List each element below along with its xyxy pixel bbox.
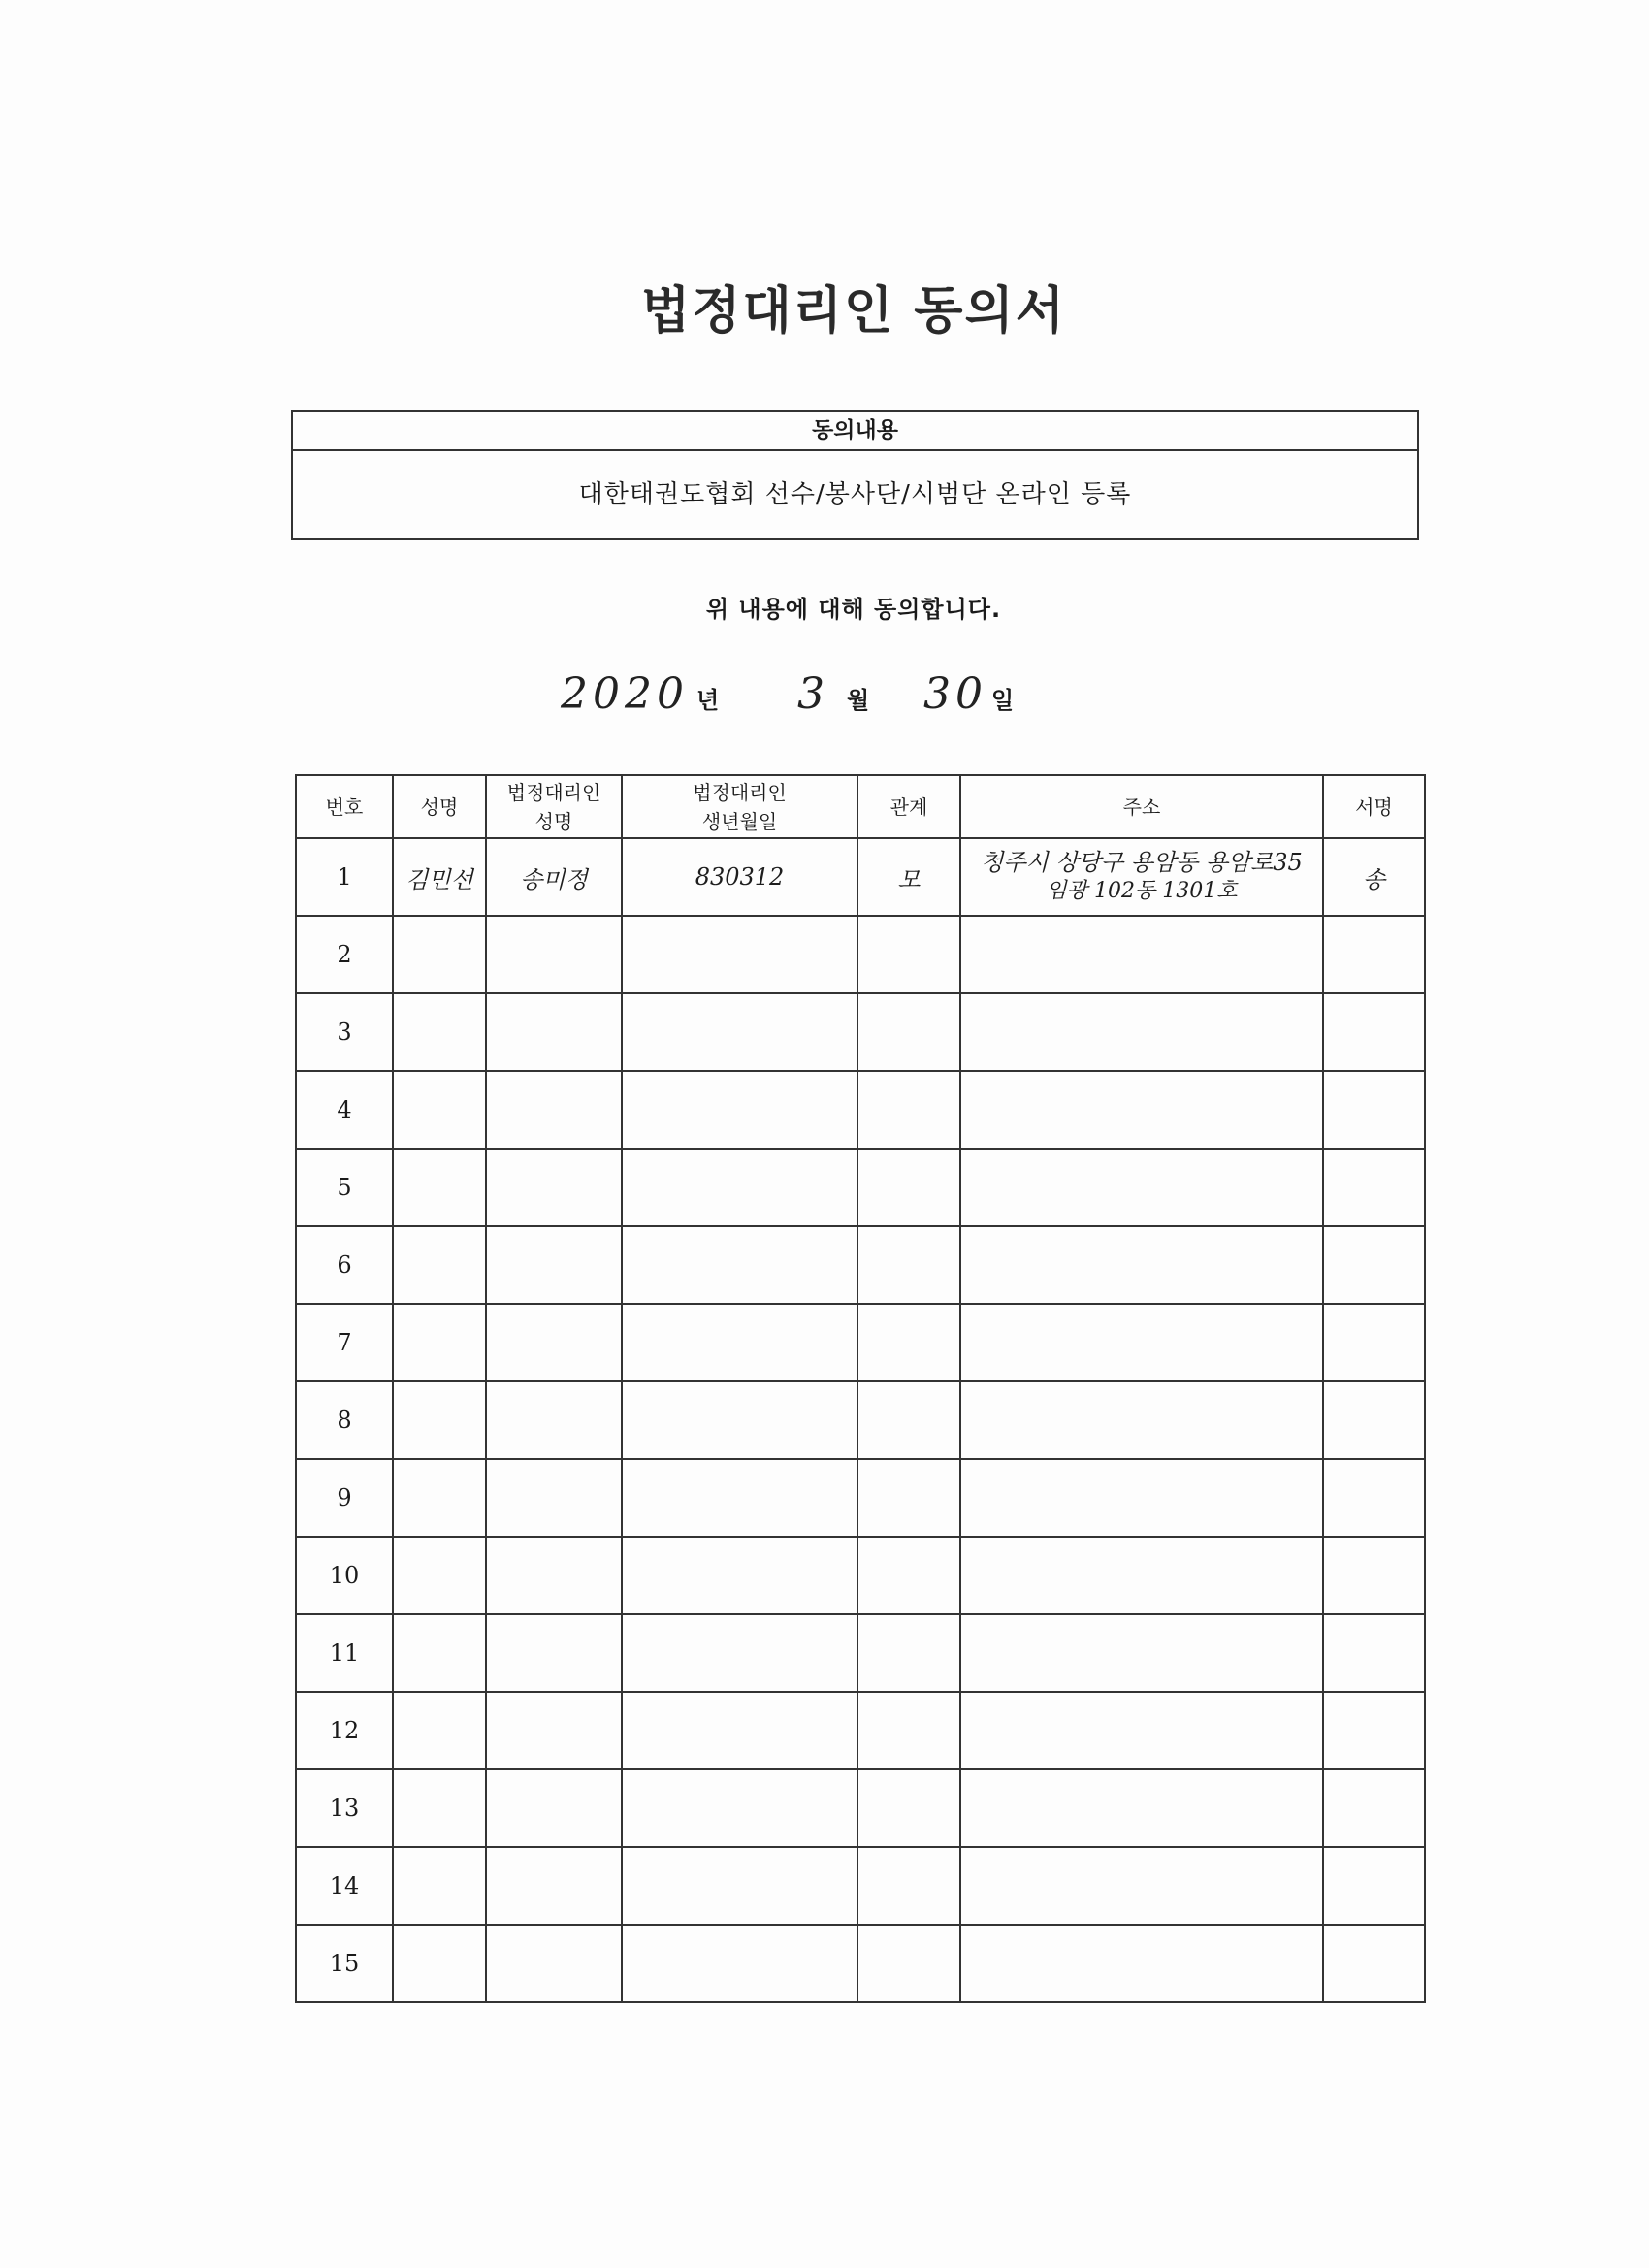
cell-address [960, 1226, 1323, 1304]
cell-number-text: 4 [337, 1096, 352, 1123]
cell-name [393, 1071, 486, 1149]
cell-guardian-name [486, 1692, 622, 1769]
cell-guardian-name [486, 1226, 622, 1304]
table-row [296, 838, 1425, 916]
cell-number-text: 14 [329, 1872, 360, 1899]
cell-guardian-name [486, 993, 622, 1071]
cell-address [960, 1381, 1323, 1459]
table-header-row [296, 775, 1425, 838]
cell-address [960, 1614, 1323, 1692]
cell-number-text: 12 [329, 1717, 360, 1744]
cell-signature [1323, 1071, 1425, 1149]
cell-relation [857, 1769, 960, 1847]
cell-number [296, 1459, 393, 1537]
cell-relation [857, 1304, 960, 1381]
cell-number-text: 15 [329, 1950, 360, 1977]
table-row [296, 1149, 1425, 1226]
cell-signature [1323, 1925, 1425, 2002]
consent-header: 동의내용 [293, 412, 1417, 451]
cell-guardian-birth [622, 1381, 857, 1459]
cell-guardian-birth [622, 1071, 857, 1149]
cell-relation [857, 1071, 960, 1149]
cell-name [393, 1304, 486, 1381]
cell-guardian-birth [622, 838, 857, 916]
cell-name [393, 1149, 486, 1226]
cell-signature [1323, 1149, 1425, 1226]
cell-guardian-name [486, 1847, 622, 1925]
table-row [296, 993, 1425, 1071]
cell-relation [857, 1692, 960, 1769]
table-row [296, 1537, 1425, 1614]
cell-number [296, 1769, 393, 1847]
cell-name [393, 993, 486, 1071]
cell-number-text: 13 [329, 1795, 360, 1822]
cell-relation [857, 1226, 960, 1304]
date-day-unit: 일 [991, 687, 1015, 714]
cell-relation [857, 838, 960, 916]
cell-name [393, 1614, 486, 1692]
cell-address [960, 1925, 1323, 2002]
cell-number [296, 1925, 393, 2002]
cell-signature [1323, 1614, 1425, 1692]
cell-guardian-name [486, 1149, 622, 1226]
cell-relation [857, 993, 960, 1071]
cell-number-text: 5 [337, 1174, 352, 1201]
table-row [296, 1847, 1425, 1925]
cell-signature [1323, 916, 1425, 993]
cell-number [296, 1692, 393, 1769]
address-line-2: 임광 102동 1301호 [1046, 879, 1238, 903]
cell-number-text: 6 [337, 1251, 352, 1279]
cell-signature-text: 송 [1362, 865, 1386, 893]
cell-guardian-name-text: 송미정 [520, 865, 588, 893]
cell-address [960, 1071, 1323, 1149]
cell-number [296, 838, 393, 916]
cell-address [960, 1692, 1323, 1769]
cell-guardian-birth [622, 1847, 857, 1925]
cell-number [296, 1226, 393, 1304]
table-row [296, 1226, 1425, 1304]
cell-guardian-name [486, 1925, 622, 2002]
date-year-unit: 년 [696, 687, 720, 714]
cell-name [393, 838, 486, 916]
cell-guardian-birth [622, 1925, 857, 2002]
header-guardian-birth: 법정대리인 생년월일 [622, 775, 857, 838]
cell-guardian-birth-text: 830312 [695, 863, 785, 891]
cell-number [296, 1304, 393, 1381]
cell-number [296, 1847, 393, 1925]
table-row [296, 1769, 1425, 1847]
cell-number-text: 10 [329, 1562, 360, 1589]
cell-guardian-name [486, 1304, 622, 1381]
date-month: 3 [797, 669, 829, 719]
cell-number [296, 1149, 393, 1226]
cell-guardian-name [486, 1537, 622, 1614]
cell-signature [1323, 838, 1425, 916]
cell-address [960, 838, 1323, 916]
cell-guardian-birth [622, 1459, 857, 1537]
cell-number [296, 1614, 393, 1692]
table-row [296, 1381, 1425, 1459]
date-month-unit: 월 [847, 687, 870, 714]
cell-number-text: 9 [337, 1484, 352, 1511]
cell-name [393, 1381, 486, 1459]
cell-guardian-name [486, 1769, 622, 1847]
table-row [296, 1304, 1425, 1381]
guardian-registration-table [295, 774, 1426, 2003]
cell-guardian-name [486, 1381, 622, 1459]
cell-number [296, 1537, 393, 1614]
cell-signature [1323, 1847, 1425, 1925]
cell-guardian-birth [622, 1769, 857, 1847]
cell-guardian-birth [622, 1614, 857, 1692]
cell-name-text: 김민선 [405, 865, 473, 893]
table-row [296, 1071, 1425, 1149]
cell-name [393, 1925, 486, 2002]
date-year: 2020 [561, 669, 689, 719]
cell-relation [857, 916, 960, 993]
cell-name [393, 916, 486, 993]
cell-number [296, 993, 393, 1071]
cell-number-text: 7 [337, 1329, 352, 1356]
cell-guardian-birth [622, 1692, 857, 1769]
cell-guardian-birth [622, 1149, 857, 1226]
table-row [296, 1614, 1425, 1692]
cell-signature [1323, 1537, 1425, 1614]
header-number: 번호 [296, 775, 393, 838]
table-row [296, 1925, 1425, 2002]
cell-number-text: 3 [337, 1019, 352, 1046]
cell-name [393, 1847, 486, 1925]
cell-name [393, 1769, 486, 1847]
cell-address [960, 1537, 1323, 1614]
cell-signature [1323, 1304, 1425, 1381]
agreement-statement: 위 내용에 대해 동의합니다. [705, 596, 1002, 623]
cell-relation [857, 1149, 960, 1226]
cell-guardian-name [486, 1614, 622, 1692]
cell-name [393, 1226, 486, 1304]
cell-relation [857, 1925, 960, 2002]
cell-signature [1323, 1459, 1425, 1537]
cell-relation [857, 1614, 960, 1692]
cell-number-text: 11 [329, 1639, 360, 1667]
cell-signature [1323, 1692, 1425, 1769]
cell-name [393, 1537, 486, 1614]
table-row [296, 916, 1425, 993]
cell-guardian-birth [622, 916, 857, 993]
consent-box [291, 410, 1419, 540]
cell-address [960, 1304, 1323, 1381]
cell-relation [857, 1537, 960, 1614]
cell-number [296, 1071, 393, 1149]
header-address: 주소 [960, 775, 1323, 838]
cell-name [393, 1459, 486, 1537]
cell-relation [857, 1847, 960, 1925]
date-line [0, 669, 1649, 728]
cell-guardian-name [486, 1071, 622, 1149]
cell-guardian-birth [622, 1304, 857, 1381]
cell-name [393, 1692, 486, 1769]
cell-address [960, 1149, 1323, 1226]
cell-guardian-name [486, 1459, 622, 1537]
cell-signature [1323, 1381, 1425, 1459]
cell-address [960, 993, 1323, 1071]
cell-relation-text: 모 [897, 865, 921, 893]
cell-number [296, 916, 393, 993]
cell-guardian-name [486, 838, 622, 916]
cell-number-text: 8 [337, 1407, 352, 1434]
cell-relation [857, 1381, 960, 1459]
header-relation: 관계 [857, 775, 960, 838]
cell-address [960, 916, 1323, 993]
cell-address [960, 1847, 1323, 1925]
cell-number-text: 2 [337, 941, 352, 968]
cell-address [960, 1459, 1323, 1537]
cell-relation [857, 1459, 960, 1537]
date-day: 30 [923, 669, 987, 719]
cell-number-text: 1 [337, 863, 352, 891]
table-row [296, 1459, 1425, 1537]
cell-guardian-birth [622, 1537, 857, 1614]
cell-signature [1323, 993, 1425, 1071]
cell-number [296, 1381, 393, 1459]
cell-guardian-birth [622, 1226, 857, 1304]
cell-signature [1323, 1226, 1425, 1304]
cell-signature [1323, 1769, 1425, 1847]
cell-address [960, 1769, 1323, 1847]
table-row [296, 1692, 1425, 1769]
header-signature: 서명 [1323, 775, 1425, 838]
header-name: 성명 [393, 775, 486, 838]
document-title: 법정대리인 동의서 [641, 282, 1066, 340]
consent-text: 대한태권도협회 선수/봉사단/시범단 온라인 등록 [578, 480, 1132, 509]
header-guardian-name: 법정대리인 성명 [486, 775, 622, 838]
cell-guardian-name [486, 916, 622, 993]
cell-guardian-birth [622, 993, 857, 1071]
address-line-1: 청주시 상당구 용암동 용암로35 [981, 849, 1303, 876]
